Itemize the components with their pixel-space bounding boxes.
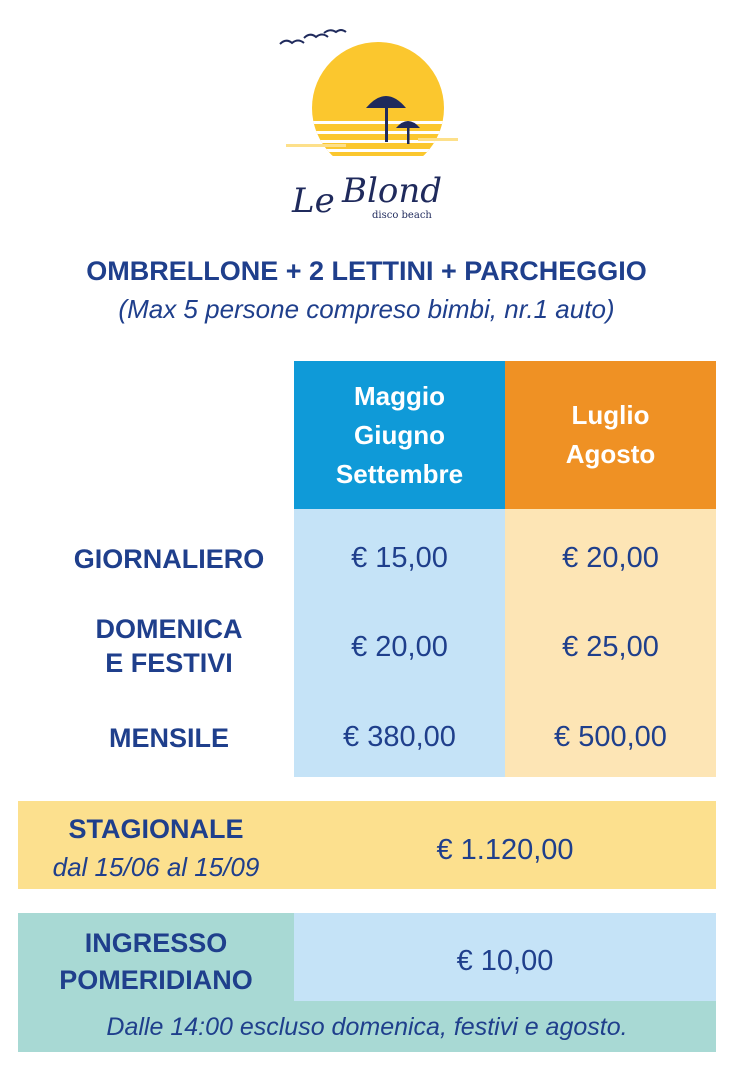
row-label-line: MENSILE: [108, 723, 229, 753]
svg-text:Le: Le: [292, 181, 335, 221]
afternoon-title: [18, 925, 294, 999]
row-label-line: GIORNALIERO: [73, 544, 265, 574]
row-label-daily: [0, 542, 338, 576]
offer-subline: (Max 5 persone compreso bimbi, nr.1 auto): [118, 294, 615, 324]
column-header-line: Agosto: [565, 439, 656, 469]
price-sunday-low-season: € 20,00: [351, 631, 448, 663]
seasonal-price: € 1.120,00: [436, 834, 574, 866]
price-sunday-high-season: € 25,00: [562, 631, 659, 663]
afternoon-price: € 10,00: [456, 945, 554, 977]
price-daily-high-season: € 20,00: [562, 542, 659, 574]
price-daily-low-season: € 15,00: [351, 542, 448, 574]
column-header-line: Maggio: [354, 380, 445, 411]
row-label-sunday-holidays: [0, 612, 338, 680]
price-monthly-low-season: € 380,00: [343, 721, 456, 753]
svg-text:disco beach: disco beach: [372, 210, 432, 221]
column-header-july-august: [505, 361, 716, 509]
afternoon-title-line: POMERIDIANO: [59, 965, 253, 995]
seasonal-dates: dal 15/06 al 15/09: [52, 852, 260, 882]
seasonal-title: STAGIONALE: [68, 814, 244, 844]
afternoon-note: Dalle 14:00 escluso domenica, festivi e agosto.: [106, 1013, 628, 1041]
row-label-line: E FESTIVI: [105, 648, 233, 678]
column-header-line: Luglio: [571, 400, 650, 430]
row-label-line: DOMENICA: [95, 614, 243, 644]
column-header-may-june-september: [294, 361, 505, 509]
offer-headline: OMBRELLONE + 2 LETTINI + PARCHEGGIO: [86, 256, 647, 286]
column-header-line: Giugno: [354, 419, 445, 450]
afternoon-title-line: INGRESSO: [84, 928, 228, 958]
row-label-monthly: [0, 721, 338, 755]
svg-text:Blond: Blond: [342, 171, 442, 211]
price-monthly-high-season: € 500,00: [554, 721, 667, 753]
column-header-line: Settembre: [335, 458, 464, 489]
le-blond-logo: [278, 26, 468, 222]
